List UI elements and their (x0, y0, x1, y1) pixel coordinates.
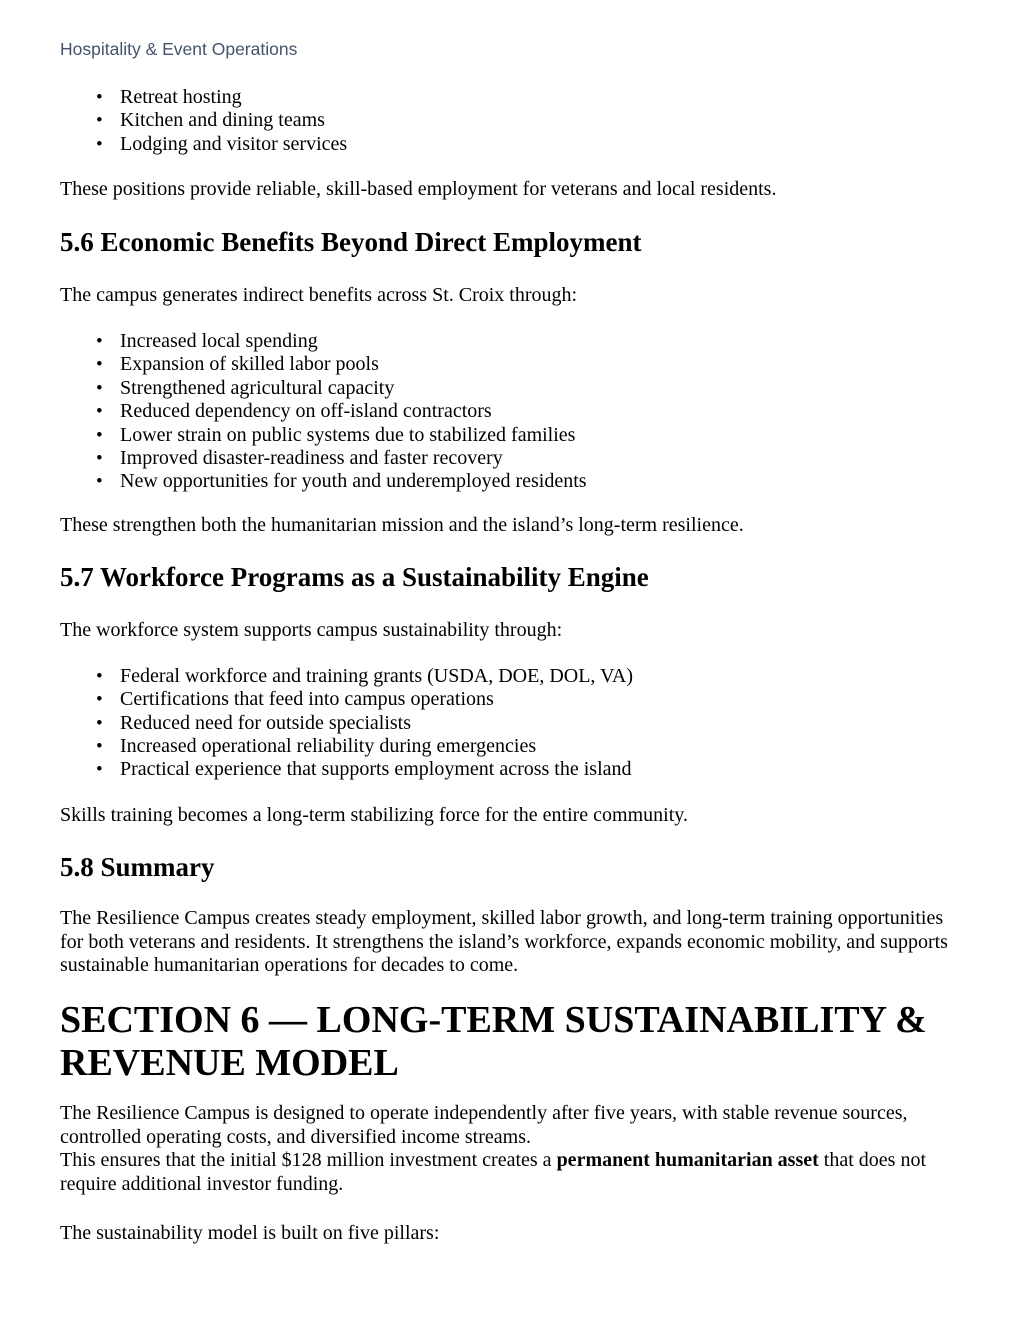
list-item-text: New opportunities for youth and underemployed residents (120, 470, 587, 493)
hospitality-note-paragraph: These positions provide reliable, skill-based employment for veterans and local residents. (60, 178, 777, 201)
list-item (60, 109, 956, 132)
list-item-text: Practical experience that supports employment across the island (120, 758, 632, 781)
list-item-text: Improved disaster-readiness and faster recovery (120, 447, 503, 470)
list-item (60, 470, 956, 493)
list-item (60, 665, 956, 688)
list-item-text: Lodging and visitor services (120, 132, 348, 155)
list-item-text: Strengthened agricultural capacity (120, 376, 395, 399)
section-5-6-intro-paragraph: The campus generates indirect benefits across St. Croix through: (60, 283, 578, 306)
list-item (60, 688, 956, 711)
section-5-6-outro-paragraph: These strengthen both the humanitarian mission and the island’s long-term resilience. (60, 513, 744, 536)
list-item-text: Kitchen and dining teams (120, 109, 325, 132)
list-item-text: Lower strain on public systems due to stabilized families (120, 423, 576, 446)
list-item (60, 133, 956, 156)
section-5-7-outro-paragraph: Skills training becomes a long-term stabilizing force for the entire community. (60, 803, 688, 826)
section-6-paragraph-line1: The Resilience Campus is designed to operate independently after five years, with stable revenue sources, controlled operating costs, and diversified income streams. (60, 1102, 908, 1148)
list-item (60, 400, 956, 423)
hospitality-bullet-list (60, 86, 956, 156)
section-6-heading: SECTION 6 — LONG-TERM SUSTAINABILITY & REVENUE MODEL (60, 999, 927, 1085)
list-item (60, 377, 956, 400)
section-5-8-body-paragraph: The Resilience Campus creates steady employment, skilled labor growth, and long-term training opportunities for both veterans and residents. It strengthens the island’s workforce, expands economic mobility, and supports sustainable humanitarian operations for decades to come. (60, 907, 948, 976)
list-item (60, 712, 956, 735)
list-item (60, 447, 956, 470)
section-5-6-heading: 5.6 Economic Benefits Beyond Direct Employment (60, 226, 642, 257)
section-6-paragraph (60, 1102, 956, 1196)
list-item-text: Retreat hosting (120, 86, 242, 108)
list-item-text: Increased local spending (120, 330, 318, 353)
section-5-8-heading: 5.8 Summary (60, 852, 215, 883)
section-6-paragraph-line2-suffix: that does not require additional investor funding. (60, 1149, 927, 1195)
list-item-text: Expansion of skilled labor pools (120, 353, 379, 376)
list-item (60, 353, 956, 376)
list-item-text: Reduced need for outside specialists (120, 711, 412, 734)
section-5-7-bullet-list (60, 665, 956, 782)
list-item (60, 424, 956, 447)
list-item (60, 758, 956, 781)
list-item-text: Increased operational reliability during emergencies (120, 734, 537, 757)
list-item (60, 86, 956, 109)
section-6-paragraph-line2-prefix: This ensures that the initial $128 million investment creates a (60, 1149, 557, 1172)
section-5-7-intro-paragraph: The workforce system supports campus sustainability through: (60, 619, 563, 642)
list-item (60, 330, 956, 353)
list-item (60, 735, 956, 758)
list-item-text: Reduced dependency on off-island contractors (120, 400, 492, 423)
section-5-7-heading: 5.7 Workforce Programs as a Sustainability Engine (60, 562, 649, 593)
list-item-text: Federal workforce and training grants (USDA, DOE, DOL, VA) (120, 664, 634, 687)
list-item-text: Certifications that feed into campus operations (120, 688, 494, 711)
page-header-text: Hospitality & Event Operations (60, 39, 298, 59)
five-pillars-intro-paragraph: The sustainability model is built on five pillars: (60, 1221, 440, 1244)
section-5-6-bullet-list (60, 330, 956, 494)
section-6-bold-phrase: permanent humanitarian asset (556, 1149, 819, 1172)
